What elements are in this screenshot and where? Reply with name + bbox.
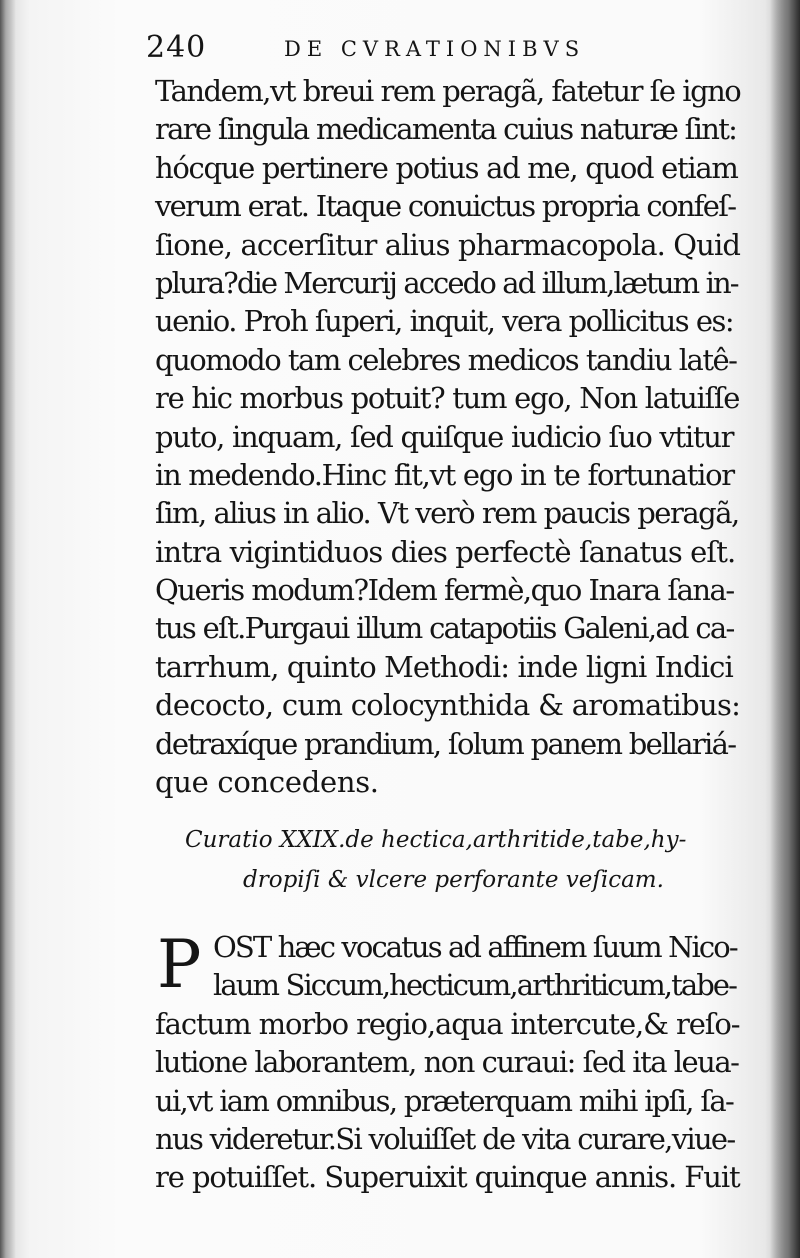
section-caption bbox=[185, 820, 725, 900]
caption-line: dropiſi & vlcere perforante veſicam. bbox=[243, 867, 664, 893]
text-line: que concedens. bbox=[155, 765, 379, 800]
text-line: in medendo.Hinc fit,vt ego in te fortunatior bbox=[155, 457, 734, 492]
caption-line: Curatio XXIX.de hectica,arthritide,tabe,hy- bbox=[185, 827, 687, 853]
text-line: decocto, cum colocynthida & aromatibus: bbox=[155, 688, 741, 723]
text-line: uenio. Proh ſuperi, inquit, vera pollicitus es: bbox=[155, 304, 734, 339]
text-line: intra vigintiduos dies perfectè ſanatus eſt. bbox=[155, 534, 736, 569]
text-line: ſim, alius in alio. Vt verò rem paucis peragã, bbox=[155, 496, 739, 531]
text-line: ſione, accerſitur alius pharmacopola. Quid bbox=[155, 227, 740, 262]
text-line: lutione laborantem, non curaui: ſed ita leua- bbox=[155, 1045, 739, 1080]
text-line: tarrhum, quinto Methodi: inde ligni Indici bbox=[155, 649, 733, 684]
text-line: tus eſt.Purgaui illum catapotiis Galeni,ad ca- bbox=[155, 611, 734, 646]
gutter-shadow bbox=[0, 0, 16, 1258]
text-line: verum erat. Itaque conuictus propria confeſ- bbox=[155, 189, 736, 224]
text-line: ui,vt iam omnibus, præterquam mihi ipſi, ſa- bbox=[155, 1083, 734, 1118]
paragraph-2 bbox=[155, 928, 740, 1197]
text-line: Tandem,vt breui rem peragã, fatetur ſe igno bbox=[155, 74, 741, 108]
text-line: re hic morbus potuit? tum ego, Non latuiſſe bbox=[155, 381, 740, 416]
text-line: OST hæc vocatus ad affinem ſuum Nico- bbox=[213, 930, 737, 964]
text-line: hócque pertinere potius ad me, quod etiam bbox=[155, 150, 738, 185]
page-edge bbox=[770, 0, 800, 1258]
text-line: Queris modum?Idem fermè,quo Inara ſana- bbox=[155, 573, 734, 608]
text-line: re potuiſſet. Superuixit quinque annis. Fuit bbox=[155, 1160, 740, 1195]
text-line: puto, inquam, ſed quiſque iudicio ſuo vtitur bbox=[155, 419, 734, 454]
page-number: 240 bbox=[146, 30, 207, 65]
running-title: DE CVRATIONIBVS bbox=[284, 37, 586, 61]
text-line: quomodo tam celebres medicos tandiu latê- bbox=[155, 342, 737, 377]
paragraph-1 bbox=[155, 72, 740, 801]
text-line: factum morbo regio,aqua intercute,& reſo- bbox=[155, 1006, 740, 1041]
drop-cap: P bbox=[157, 926, 202, 1003]
text-line: detraxíque prandium, ſolum panem bellariá- bbox=[155, 726, 736, 761]
running-head bbox=[146, 28, 746, 68]
text-line: nus videretur.Si voluiſſet de vita curare,viue- bbox=[155, 1121, 735, 1156]
text-line: rare ſingula medicamenta cuius naturæ ſint: bbox=[155, 112, 737, 147]
text-line: laum Siccum,hecticum,arthriticum,tabe- bbox=[213, 968, 737, 1003]
text-line: plura?die Mercurij accedo ad illum,lætum in- bbox=[155, 265, 738, 300]
